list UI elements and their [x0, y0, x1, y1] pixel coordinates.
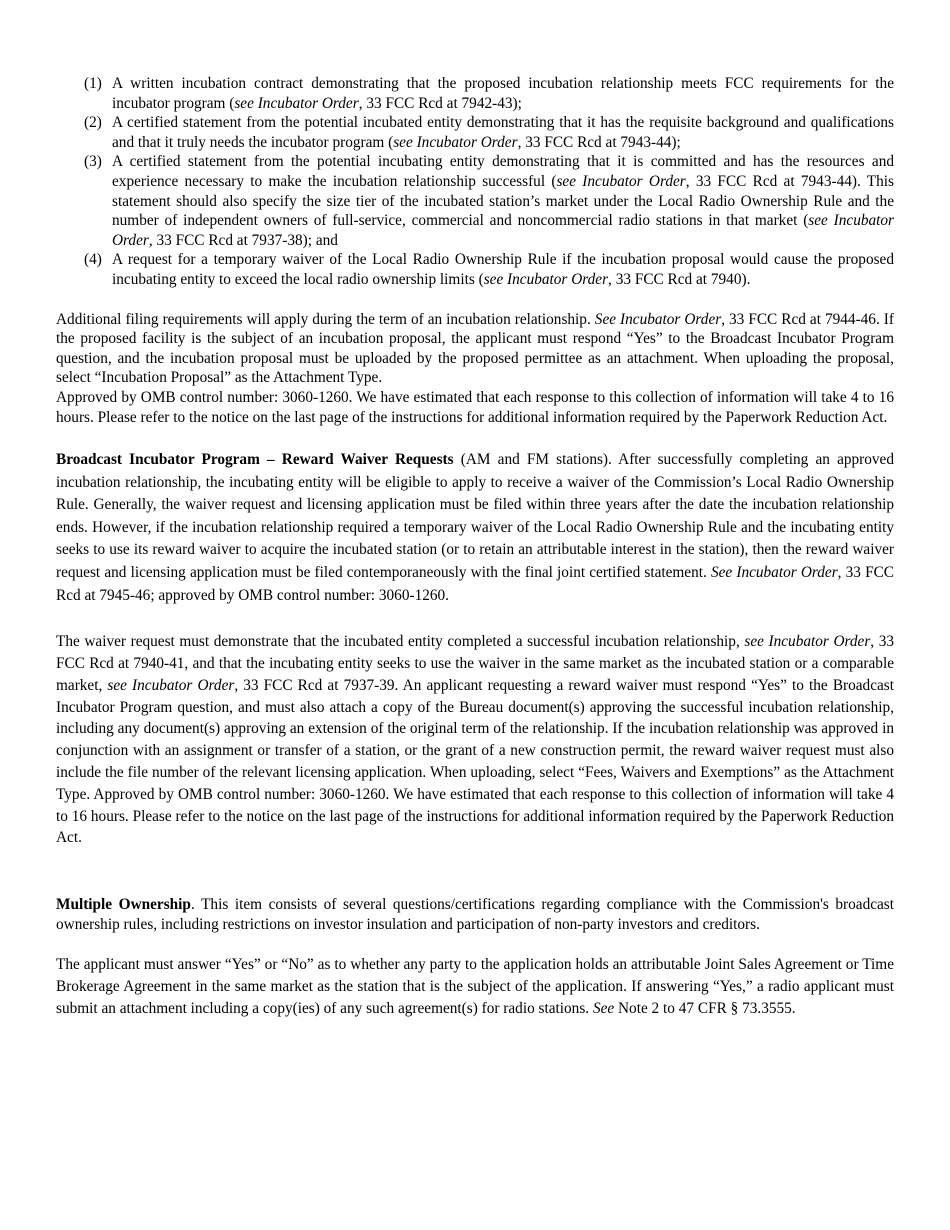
list-item-number: (4) — [84, 251, 102, 269]
additional-filing-paragraph: Additional filing requirements will apply during the term of an incubation relationship. See Incubator Order, 33 FCC Rcd at 7944-46. If the proposed facility is the subject of an incubation proposal, the applicant must respond “Yes” to the Broadcast Incubator Program question, and the incubation proposal must be uploaded by the proposed permittee as an attachment. When uploading the proposal, select “Incubation Proposal” as the Attachment Type. Approved by OMB control number: 3060-1260. We have estimated that each response to this collection of information will take 4 to 16 hours. Please refer to the notice on the last page of the instructions for additional information required by the Paperwork Reduction Act. — [56, 310, 894, 426]
list-item-number: (3) — [84, 153, 102, 171]
list-item-text: A certified statement from the potential incubating entity demonstrating that it is committed and has the resources and experience necessary to make the incubation relationship successful (see Incubator Order, 33 FCC Rcd at 7943-44). This statement should also specify the size tier of the incubated station’s market under the Local Radio Ownership Rule and the number of independent owners of full-service, commercial and noncommercial radio stations in that market (see Incubator Order, 33 FCC Rcd at 7937-38); and — [112, 153, 894, 249]
list-item-number: (1) — [84, 75, 102, 92]
list-item — [84, 250, 894, 289]
list-item-number: (2) — [84, 114, 102, 132]
section-heading: Broadcast Incubator Program – Reward Waiver Requests — [56, 451, 454, 469]
list-item-text: A request for a temporary waiver of the Local Radio Ownership Rule if the incubation proposal would cause the proposed incubating entity to exceed the local radio ownership limits (see Incubator Order, 33 FCC Rcd at 7940). — [112, 251, 894, 288]
list-item — [84, 113, 894, 152]
list-item — [84, 74, 894, 113]
list-item-text: A written incubation contract demonstrating that the proposed incubation relationship meets FCC requirements for the incubator program (see Incubator Order, 33 FCC Rcd at 7942-43); — [112, 75, 894, 112]
section-heading: Multiple Ownership — [56, 896, 191, 914]
list-item-text: A certified statement from the potential incubated entity demonstrating that it has the requisite background and qualifications and that it truly needs the incubator program (see Incubator Order, 33 FCC Rcd at 7943-44); — [112, 114, 894, 151]
filing-requirements-list — [84, 74, 894, 290]
multiple-ownership-paragraph: Multiple Ownership. This item consists of several questions/certifications regarding compliance with the Commission's broadcast ownership rules, including restrictions on investor insulation and participation of non-party investors and creditors. — [56, 896, 894, 933]
reward-waiver-paragraph: Broadcast Incubator Program – Reward Waiver Requests (AM and FM stations). After successfully completing an approved incubation relationship, the incubating entity will be eligible to apply to receive a waiver of the Commission’s Local Radio Ownership Rule. Generally, the waiver request and licensing application must be filed within three years after the date the incubation relationship ends. However, if the incubation relationship required a temporary waiver of the Local Radio Ownership Rule and the incubating entity seeks to use its reward waiver to acquire the incubated station (or to retain an attributable interest in the station), then the reward waiver request and licensing application must be filed contemporaneously with the final joint certified statement. See Incubator Order, 33 FCC Rcd at 7945-46; approved by OMB control number: 3060-1260. — [56, 451, 894, 604]
list-item — [84, 152, 894, 250]
waiver-demonstration-paragraph: The waiver request must demonstrate that the incubated entity completed a successful incubation relationship, see Incubator Order, 33 FCC Rcd at 7940-41, and that the incubating entity seeks to use the waiver in the same market as the incubated station or a comparable market, see Incubator Order, 33 FCC Rcd at 7937-39. An applicant requesting a reward waiver must respond “Yes” to the Broadcast Incubator Program question, and must also attach a copy of the Bureau document(s) approving the successful incubation relationship, including any document(s) approving an extension of the original term of the relationship. If the incubation relationship was approved in conjunction with an assignment or transfer of a station, or the grant of a new construction permit, the reward waiver request must also include the file number of the relevant licensing application. When uploading, select “Fees, Waivers and Exemptions” as the Attachment Type. Approved by OMB control number: 3060-1260. We have estimated that each response to this collection of information will take 4 to 16 hours. Please refer to the notice on the last page of the instructions for additional information required by the Paperwork Reduction Act. — [56, 633, 895, 847]
jsa-tba-paragraph: The applicant must answer “Yes” or “No” as to whether any party to the application holds an attributable Joint Sales Agreement or Time Brokerage Agreement in the same market as the station that is the subject of the application. If answering “Yes,” a radio applicant must submit an attachment including a copy(ies) of any such agreement(s) for radio stations. See Note 2 to 47 CFR § 73.3555. — [56, 956, 894, 1017]
